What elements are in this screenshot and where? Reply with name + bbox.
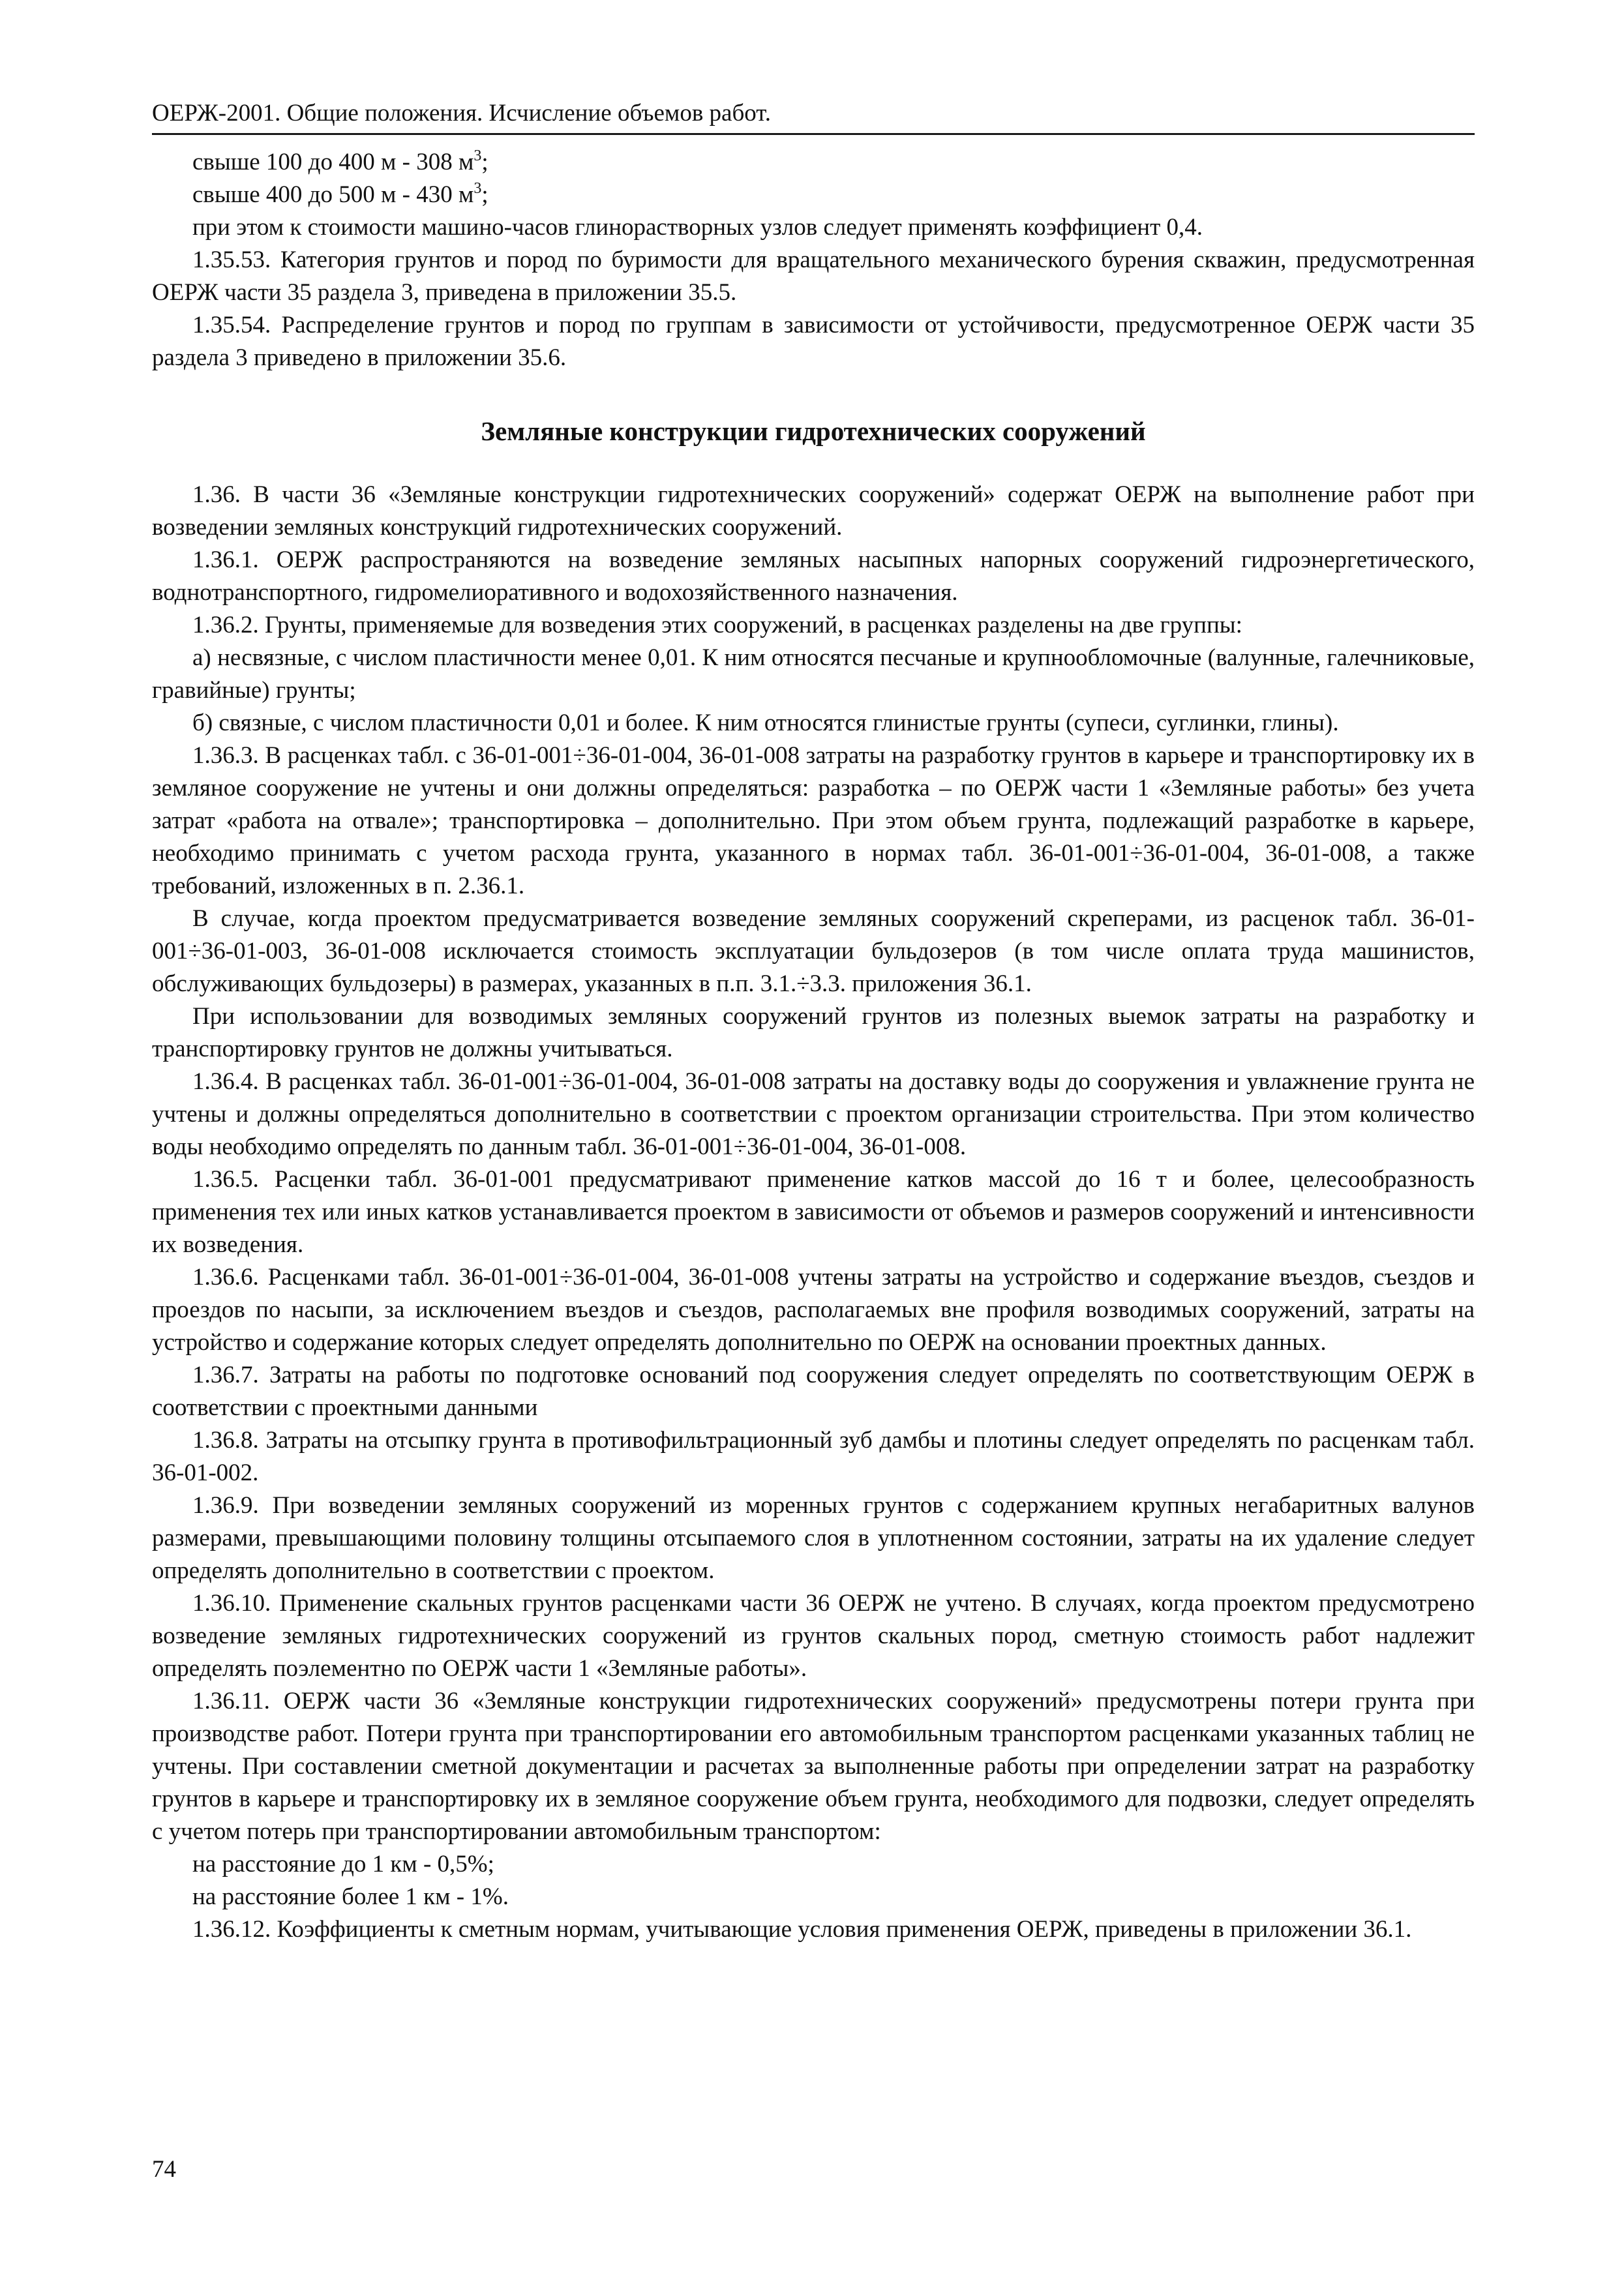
line-terminator: ; [481, 149, 489, 175]
coefficient-line: при этом к стоимости машино-часов глинорастворных узлов следует применять коэффициент 0,4. [192, 214, 1203, 241]
paragraph-1-36-6: 1.36.6. Расценками табл. 36-01-001÷36-01-004, 36-01-008 учтены затраты на устройство и содержание въездов, съездов и проездов по насыпи, за исключением въездов и съездов, располагаемых вне профиля возводимых сооружений, затраты на устройство и содержание которых следует определять дополнительно по ОЕРЖ на основании проектных данных. [152, 1264, 1475, 1356]
paragraph-1-36-3: 1.36.3. В расценках табл. с 36-01-001÷36-01-004, 36-01-008 затраты на разработку грунтов в карьере и транспортировку их в земляное сооружение не учтены и они должны определяться: разработка – по ОЕРЖ части 1 «Земляные работы» без учета затрат «работа на отвале»; транспортировка – дополнительно. При этом объем грунта, подлежащий разработке в карьере, необходимо принимать с учетом расхода грунта, указанного в нормах табл. 36-01-001÷36-01-004, 36-01-008, а также требований, изложенных в п. 2.36.1. [152, 742, 1475, 899]
paragraph-1-36-2: 1.36.2. Грунты, применяемые для возведения этих сооружений, в расценках разделены на две группы: [192, 612, 1242, 638]
line-terminator: ; [481, 181, 489, 208]
cubic-superscript: 3 [474, 180, 482, 197]
paragraph-1-36-1: 1.36.1. ОЕРЖ распространяются на возведение земляных насыпных напорных сооружений гидроэнергетического, воднотранспортного, гидромелиоративного и водохозяйственного назначения. [152, 546, 1475, 606]
loss-line-long: на расстояние более 1 км - 1%. [192, 1883, 509, 1910]
loss-line-short: на расстояние до 1 км - 0,5%; [192, 1851, 494, 1878]
paragraph-useful-excavations: При использовании для возводимых земляных сооружений грунтов из полезных выемок затраты на разработку и транспортировку грунтов не должны учитываться. [152, 1003, 1475, 1062]
paragraph-1-35-53: 1.35.53. Категория грунтов и пород по буримости для вращательного механического бурения скважин, предусмотренная ОЕРЖ части 35 раздела 3, приведена в приложении 35.5. [152, 247, 1475, 306]
paragraph-group-a: а) несвязные, с числом пластичности менее 0,01. К ним относятся песчаные и крупнообломочные (валунные, галечниковые, гравийные) грунты; [152, 644, 1475, 704]
paragraph-1-36-12: 1.36.12. Коэффициенты к сметным нормам, учитывающие условия применения ОЕРЖ, приведены в приложении 36.1. [192, 1916, 1412, 1943]
paragraph-1-36: 1.36. В части 36 «Земляные конструкции гидротехнических сооружений» содержат ОЕРЖ на выполнение работ при возведении земляных конструкций гидротехнических сооружений. [152, 481, 1475, 541]
paragraph-group-b: б) связные, с числом пластичности 0,01 и более. К ним относятся глинистые грунты (супеси, суглинки, глины). [192, 710, 1339, 736]
running-header: ОЕРЖ-2001. Общие положения. Исчисление объемов работ. [152, 95, 1475, 135]
paragraph-1-36-10: 1.36.10. Применение скальных грунтов расценками части 36 ОЕРЖ не учтено. В случаях, когда проектом предусмотрено возведение земляных гидротехнических сооружений из грунтов скальных пород, сметную стоимость работ надлежит определять поэлементно по ОЕРЖ части 1 «Земляные работы». [152, 1590, 1475, 1682]
paragraph-1-36-11: 1.36.11. ОЕРЖ части 36 «Земляные конструкции гидротехнических сооружений» предусмотрены потери грунта при производстве работ. Потери грунта при транспортировании его автомобильным транспортом расценками указанных таблиц не учтены. При составлении сметной документации и расчетах за выполненные работы при определении затрат на разработку грунтов в карьере и транспортировку их в земляное сооружение объем грунта, необходимого для подвозки, следует определять с учетом потерь при транспортировании автомобильным транспортом: [152, 1688, 1475, 1845]
paragraph-1-35-54: 1.35.54. Распределение грунтов и пород по группам в зависимости от устойчивости, предусмотренное ОЕРЖ части 35 раздела 3 приведено в приложении 35.6. [152, 312, 1475, 371]
distance-volume-text: свыше 100 до 400 м - 308 м [192, 149, 474, 175]
paragraph-1-36-7: 1.36.7. Затраты на работы по подготовке оснований под сооружения следует определять по соответствующим ОЕРЖ в соответствии с проектными данными [152, 1362, 1475, 1421]
section-title: Земляные конструкции гидротехнических сооружений [481, 416, 1146, 446]
distance-volume-line [152, 146, 1475, 179]
paragraph-1-36-8: 1.36.8. Затраты на отсыпку грунта в противофильтрационный зуб дамбы и плотины следует определять по расценкам табл. 36-01-002. [152, 1427, 1475, 1486]
page-number: 74 [152, 2156, 176, 2183]
paragraph-scrapers: В случае, когда проектом предусматривается возведение земляных сооружений скреперами, из расценок табл. 36-01-001÷36-01-003, 36-01-008 исключается стоимость эксплуатации бульдозеров (в том числе оплата труда машинистов, обслуживающих бульдозеры) в размерах, указанных в п.п. 3.1.÷3.3. приложения 36.1. [152, 905, 1475, 997]
paragraph-1-36-4: 1.36.4. В расценках табл. 36-01-001÷36-01-004, 36-01-008 затраты на доставку воды до сооружения и увлажнение грунта не учтены и должны определяться дополнительно в соответствии с проектом организации строительства. При этом количество воды необходимо определять по данным табл. 36-01-001÷36-01-004, 36-01-008. [152, 1068, 1475, 1160]
page-body [152, 146, 1475, 1946]
cubic-superscript: 3 [474, 147, 482, 164]
paragraph-1-36-5: 1.36.5. Расценки табл. 36-01-001 предусматривают применение катков массой до 16 т и более, целесообразность применения тех или иных катков устанавливается проектом в зависимости от объемов и размеров сооружений и интенсивности их возведения. [152, 1166, 1475, 1258]
distance-volume-line [152, 179, 1475, 211]
paragraph-1-36-9: 1.36.9. При возведении земляных сооружений из моренных грунтов с содержанием крупных негабаритных валунов размерами, превышающими половину толщины отсыпаемого слоя в уплотненном состоянии, затраты на их удаление следует определять дополнительно в соответствии с проектом. [152, 1492, 1475, 1584]
distance-volume-text: свыше 400 до 500 м - 430 м [192, 181, 474, 208]
